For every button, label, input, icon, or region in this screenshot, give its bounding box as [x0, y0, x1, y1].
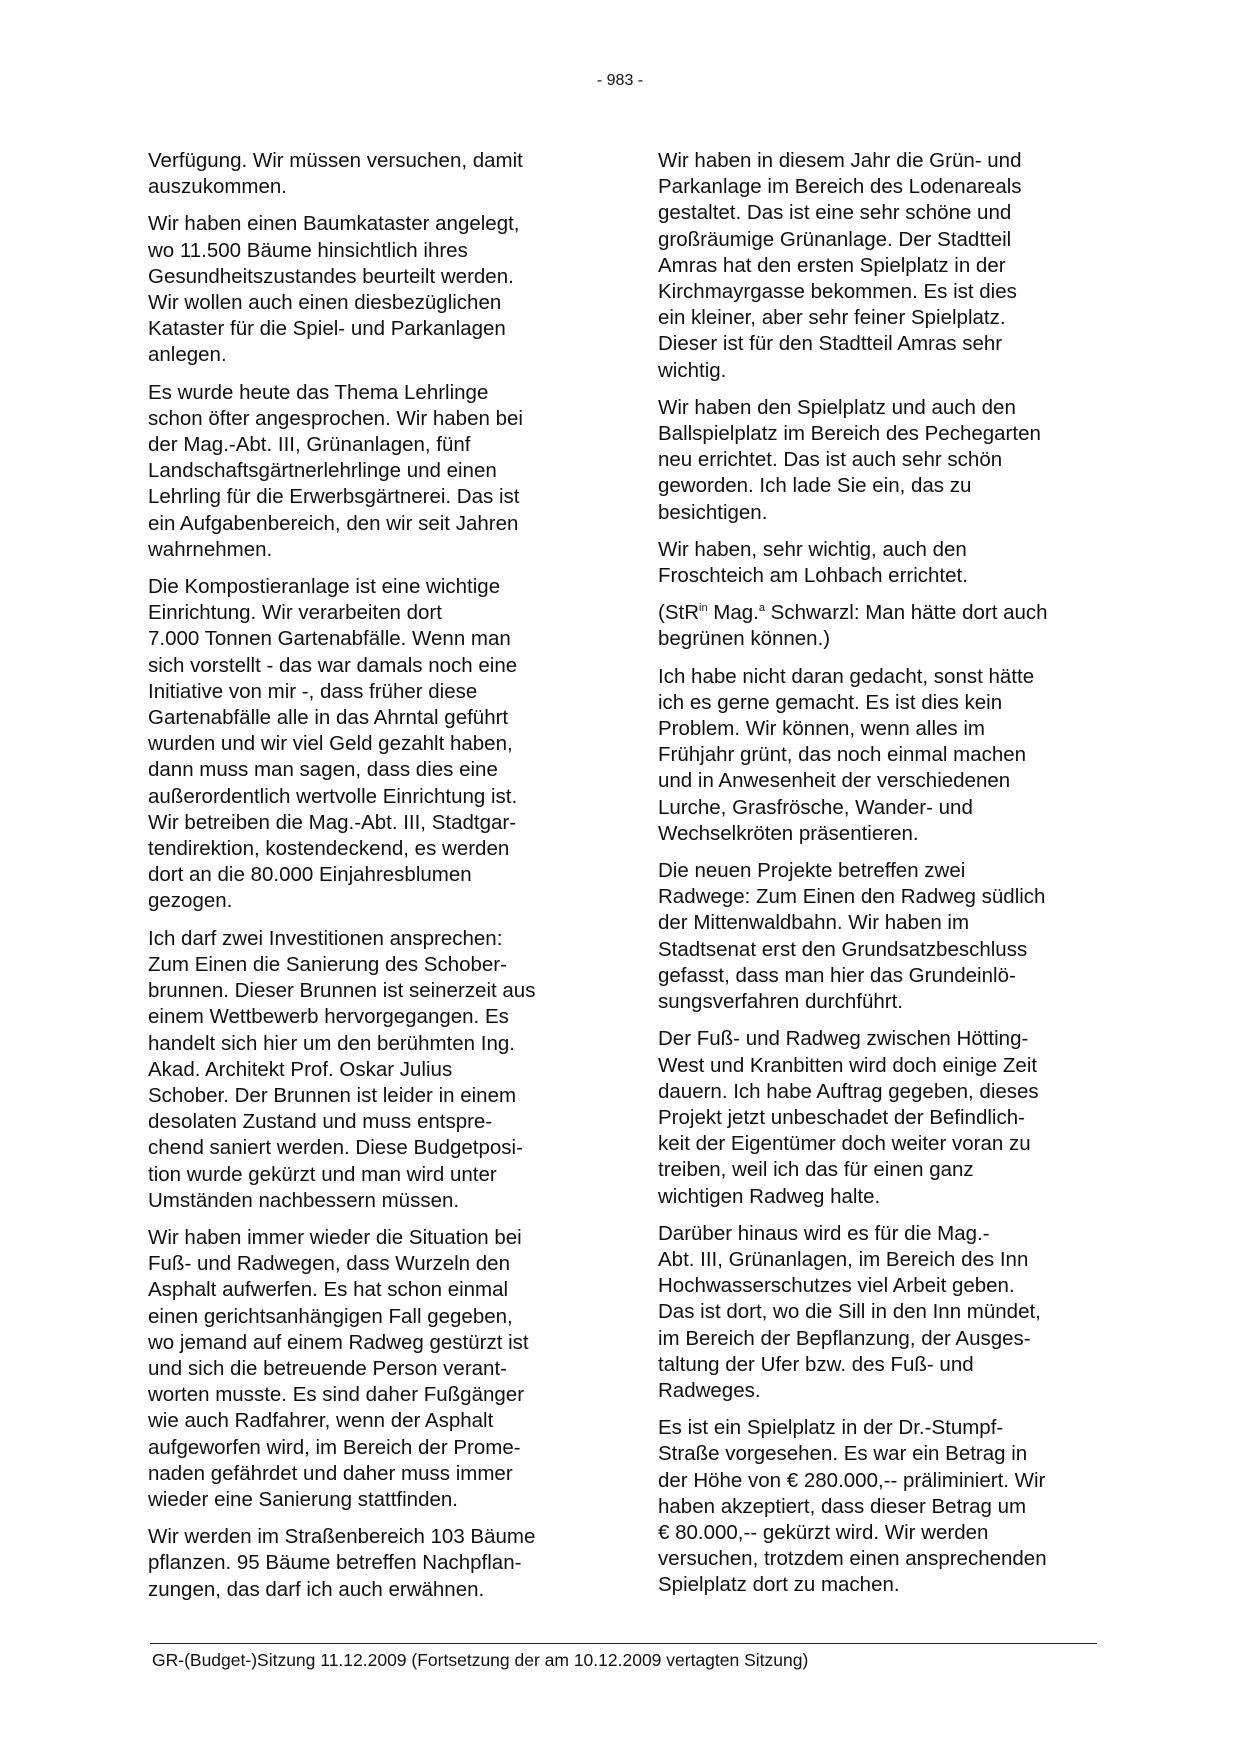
interjection-title: Mag. — [707, 601, 759, 625]
paragraph: Wir haben in diesem Jahr die Grün- und Parkanlage im Bereich des Lodenareals gestaltet. Das ist eine sehr schöne und großräumige Grünanlage. Der Stadtteil Amras hat den ersten Spielplatz in der Kirchmayrgasse bekommen. Es ist dies ein kleiner, aber sehr feiner Spielplatz. Dieser ist für den Stadtteil Amras sehr wichtig. — [658, 149, 1022, 382]
paragraph: Der Fuß- und Radweg zwischen Hötting- West und Kranbitten wird doch einige Zeit dauern. Ich habe Auftrag gegeben, dieses Projekt jetzt unbeschadet der Befindlich- keit der Eigentümer doch weiter voran zu treiben, weil ich das für einen ganz wichtigen Radweg halte. — [658, 1027, 1039, 1208]
paragraph: Wir haben immer wieder die Situation bei Fuß- und Radwegen, dass Wurzeln den Asphalt aufwerfen. Es hat schon einmal einen gerichtsanhängigen Fall gegeben, wo jemand auf einem Radweg gestürzt ist und sich die betreuende Person verant- worten musste. Es sind daher Fußgänger wie auch Radfahrer, wenn der Asphalt aufgeworfen wird, im Bereich der Prome- naden gefährdet und daher muss immer wieder eine Sanierung stattfinden. — [148, 1225, 529, 1511]
interjection-text: Schwarzl: Man hätte dort auch begrünen können.) — [658, 601, 1048, 651]
paragraph: Die Kompostieranlage ist eine wichtige Einrichtung. Wir verarbeiten dort 7.000 Tonnen Gartenabfälle. Wenn man sich vorstellt - das war damals noch eine Initiative von mir -, dass früher diese Gartenabfälle alle in das Ahrntal geführt wurden und wir viel Geld gezahlt haben, dann muss man sagen, dass dies eine außerordentlich wertvolle Einrichtung ist. Wir betreiben die Mag.-Abt. III, Stadtgar- tendirektion, kostendeckend, es werden dort an die 80.000 Einjahresblumen gezogen. — [148, 575, 518, 913]
paragraph: Ich darf zwei Investitionen ansprechen: Zum Einen die Sanierung des Schober- brunnen. Dieser Brunnen ist seinerzeit aus einem Wettbewerb hervorgegangen. Es handelt sich hier um den berühmten Ing. Akad. Architekt Prof. Oskar Julius Schober. Der Brunnen ist leider in einem desolaten Zustand und muss entspre- chend saniert werden. Diese Budgetposi- tion wurde gekürzt und man wird unter Umständen nachbessern müssen. — [148, 926, 536, 1212]
paragraph: Ich habe nicht daran gedacht, sonst hätte ich es gerne gemacht. Es ist dies kein Problem. Wir können, wenn alles im Frühjahr grünt, das noch einmal machen und in Anwesenheit der verschiedenen Lurche, Grasfrösche, Wander- und Wechselkröten präsentieren. — [658, 664, 1035, 845]
left-text-column — [148, 148, 593, 1614]
paragraph: Es wurde heute das Thema Lehrlinge schon öfter angesprochen. Wir haben bei der Mag.-Abt. III, Grünanlagen, fünf Landschaftsgärtnerlehrlinge und einen Lehrling für die Erwerbsgärtnerei. Das ist ein Aufgabenbereich, den wir seit Jahren wahrnehmen. — [148, 380, 523, 561]
right-text-column — [658, 148, 1103, 1610]
paragraph: Wir haben, sehr wichtig, auch den Froschteich am Lohbach errichtet. — [658, 537, 968, 588]
interjection-open: (StR — [658, 601, 699, 625]
interjection-superscript: in — [699, 602, 708, 615]
paragraph: Wir werden im Straßenbereich 103 Bäume pflanzen. 95 Bäume betreffen Nachpflan- zungen, das darf ich auch erwähnen. — [148, 1525, 536, 1601]
interjection-superscript: a — [758, 602, 765, 615]
interjection-paragraph — [658, 600, 1103, 652]
paragraph: Verfügung. Wir müssen versuchen, damit auszukommen. — [148, 149, 523, 199]
paragraph: Wir haben einen Baumkataster angelegt, wo 11.500 Bäume hinsichtlich ihres Gesundheitszustandes beurteilt werden. Wir wollen auch einen diesbezüglichen Kataster für die Spiel- und Parkanlagen anlegen. — [148, 212, 520, 367]
paragraph: Darüber hinaus wird es für die Mag.- Abt. III, Grünanlagen, im Bereich des Inn Hochwasserschutzes viel Arbeit geben. Das ist dort, wo die Sill in den Inn mündet, im Bereich der Bepflanzung, der Ausges- taltung der Ufer bzw. des Fuß- und Radweges. — [658, 1221, 1041, 1402]
paragraph: Es ist ein Spielplatz in der Dr.-Stumpf- Straße vorgesehen. Es war ein Betrag in der Höhe von € 280.000,-- präliminiert. Wir haben akzeptiert, dass dieser Betrag um € 80.000,-- gekürzt wird. Wir werden versuchen, trotzdem einen ansprechenden Spielplatz dort zu machen. — [658, 1416, 1047, 1597]
footer-divider — [150, 1643, 1097, 1644]
paragraph: Wir haben den Spielplatz und auch den Ballspielplatz im Bereich des Pechegarten neu errichtet. Das ist auch sehr schön geworden. Ich lade Sie ein, das zu besichtigen. — [658, 395, 1041, 524]
paragraph: Die neuen Projekte betreffen zwei Radwege: Zum Einen den Radweg südlich der Mittenwaldbahn. Wir haben im Stadtsenat erst den Grundsatzbeschluss gefasst, dass man hier das Grundeinlö- sungsverfahren durchführt. — [658, 859, 1046, 1014]
page-footer: GR-(Budget-)Sitzung 11.12.2009 (Fortsetzung der am 10.12.2009 vertagten Sitzung) — [152, 1650, 809, 1670]
page-number: - 983 - — [596, 72, 644, 89]
